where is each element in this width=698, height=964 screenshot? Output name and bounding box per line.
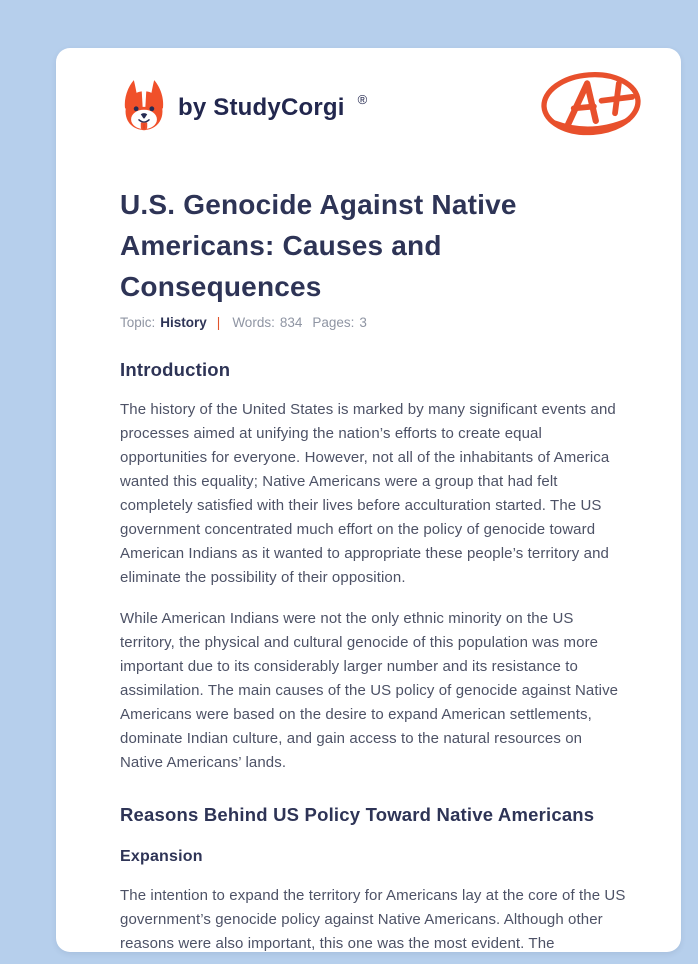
section-heading-introduction: Introduction (120, 359, 231, 380)
paragraph: While American Indians were not the only ethnic minority on the US territory, the physical and cultural genocide of this population was more important due to its considerably larger number and its resistance to assimilation. The main causes of the US policy of genocide against Native Americans were based on the desire to expand American settlements, dominate Indian culture, and gain access to the natural resources on Native Americans’ lands. (120, 610, 619, 771)
words-label: Words: (232, 315, 275, 330)
corgi-icon (120, 77, 168, 140)
meta-separator: | (216, 315, 221, 330)
essay-title: U.S. Genocide Against Native Americans: Causes and Consequences (120, 189, 517, 302)
topic-link[interactable]: History (160, 315, 207, 330)
document-header (120, 76, 645, 140)
essay-meta (120, 315, 629, 330)
section-heading-reasons: Reasons Behind US Policy Toward Native Americans (120, 804, 595, 825)
paragraph: The history of the United States is marked by many significant events and processes aimed at unifying the nation’s efforts to create equal opportunities for everyone. However, not all of the inhabitants of America wanted this equality; Native Americans were a group that had felt completely satisfied with their lives before acculturation started. The US government concentrated much effort on the policy of genocide toward American Indians as it wanted to appropriate these people’s territory and eliminate the possibility of their opposition. (120, 401, 616, 586)
subsection-heading-expansion: Expansion (120, 848, 203, 865)
brand (120, 77, 367, 140)
words-value: 834 (279, 315, 303, 330)
paragraph: The intention to expand the territory for Americans lay at the core of the US government’s genocide policy against Native Americans. Although other reasons were also important, this one was the most evident. The (120, 887, 626, 952)
registered-mark-icon: ® (357, 91, 368, 107)
pages-value: 3 (359, 315, 367, 330)
brand-text: by StudyCorgi (178, 94, 345, 121)
a-plus-badge-icon (537, 69, 645, 147)
topic-label: Topic: (120, 315, 156, 330)
document-card (56, 48, 681, 952)
pages-label: Pages: (312, 315, 355, 330)
